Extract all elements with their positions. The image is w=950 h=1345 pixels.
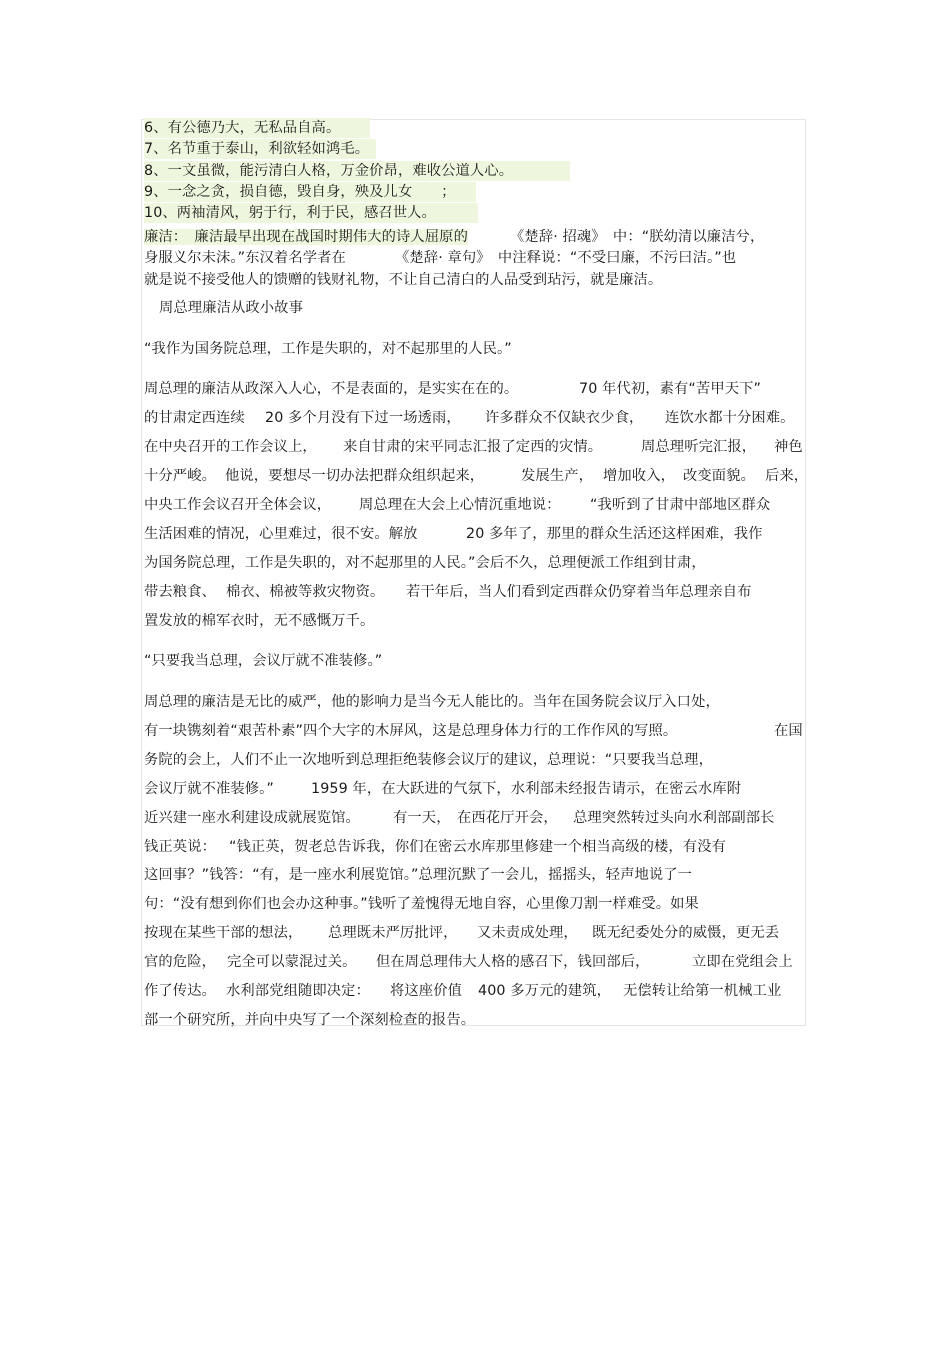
para2-line	[144, 923, 780, 943]
lianjie-line-2	[144, 248, 737, 268]
text-segment: 但在周总理伟大人格的感召下，钱回部后，	[376, 954, 650, 970]
para2-line	[144, 808, 775, 828]
para2-line	[144, 837, 726, 857]
text-segment: 周总理的廉洁从政深入人心，不是表面的，是实实在在的。	[144, 381, 519, 397]
text-segment: 《楚辞· 章句》 中注释说：“不受曰廉，不污曰洁。”也	[395, 250, 737, 266]
text-segment: 20 多年了，那里的群众生活还这样困难，我作	[466, 526, 763, 542]
text-segment: 作了传达。	[144, 983, 216, 999]
text-segment: 无偿转让给第一机械工业	[623, 983, 782, 999]
para1-line	[144, 437, 803, 457]
text-segment: 近兴建一座水利建设成就展览馆。	[144, 810, 360, 826]
text-segment: 连饮水都十分困难。	[665, 410, 795, 426]
text-segment: 周总理听完汇报，	[641, 439, 757, 455]
saying-8: 8、一文虽微，能污清白人格，万金价昂，难收公道人心。	[144, 161, 570, 181]
text-segment: 总理既未严厉批评，	[328, 925, 458, 941]
para2-line	[144, 952, 793, 972]
text-segment: 若干年后，当人们看到定西群众仍穿着当年总理亲自布	[406, 584, 752, 600]
quote-2: “只要我当总理，会议厅就不准装修。”	[144, 653, 383, 669]
para1-line	[144, 524, 763, 544]
text-segment: 钱正英说：	[144, 839, 216, 855]
text-segment: 中央工作会议召开全体会议，	[144, 497, 332, 513]
text-segment: 会议厅就不准装修。”	[144, 781, 274, 797]
para2-line: 部一个研究所，并向中央写了一个深刻检查的报告。	[144, 1012, 476, 1028]
text-segment: 既无纪委处分的威慑，更无丢	[592, 925, 780, 941]
para1-line	[144, 495, 771, 515]
text-segment: 400 多万元的建筑，	[478, 983, 612, 999]
quote-1: “我作为国务院总理，工作是失职的，对不起那里的人民。”	[144, 341, 512, 357]
saying-7: 7、名节重于泰山，利欲轻如鸿毛。	[144, 139, 376, 159]
text-segment: 总理突然转过头向水利部副部长	[573, 810, 775, 826]
para2-line	[144, 721, 803, 741]
para2-line: 句：“没有想到你们也会办这种事。”钱听了羞愧得无地自容，心里像刀割一样难受。如果	[144, 896, 699, 912]
text-segment: 后来，	[765, 468, 809, 484]
text-segment: 有一块镌刻着“艰苦朴素”四个大字的木屏风，这是总理身体力行的工作作风的写照。	[144, 723, 678, 739]
lianjie-line-3: 就是说不接受他人的馈赠的钱财礼物，不让自己清白的人品受到玷污，就是廉洁。	[144, 272, 663, 288]
saying-10: 10、两袖清风，躬于行，利于民，感召世人。	[144, 203, 478, 223]
para1-line	[144, 466, 809, 486]
para1-line	[144, 379, 762, 399]
para1-line	[144, 408, 795, 428]
lianjie-line-1	[144, 227, 765, 247]
text-segment: 又未责成处理，	[477, 925, 578, 941]
text-segment: 有一天，	[393, 810, 451, 826]
text-segment: 在西花厅开会，	[457, 810, 558, 826]
text-segment: 20 多个月没有下过一场透雨，	[265, 410, 461, 426]
text-segment: 的甘肃定西连续	[144, 410, 245, 426]
text-segment: 1959 年，在大跃进的气氛下，水利部未经报告请示，在密云水库附	[311, 781, 742, 797]
para1-line	[144, 582, 752, 602]
text-segment: 按现在某些干部的想法，	[144, 925, 303, 941]
text-segment: 在中央召开的工作会议上，	[144, 439, 317, 455]
saying-9: 9、一念之贪，损自德，毁自身，殃及儿女 ；	[144, 182, 476, 202]
text-segment: 《楚辞· 招魂》 中：“朕幼清以廉洁兮，	[510, 229, 765, 245]
text-segment: 完全可以蒙混过关。	[227, 954, 357, 970]
text-segment: 带去粮食、	[144, 584, 216, 600]
story-title: 周总理廉洁从政小故事	[159, 300, 303, 316]
text-segment: 增加收入，	[603, 468, 675, 484]
text-segment: 发展生产，	[521, 468, 593, 484]
text-segment: 官的危险，	[144, 954, 216, 970]
para2-line: 周总理的廉洁是无比的威严，他的影响力是当今无人能比的。当年在国务院会议厅入口处，	[144, 694, 720, 710]
para1-line: 为国务院总理，工作是失职的，对不起那里的人民。”会后不久，总理便派工作组到甘肃，	[144, 555, 706, 571]
text-segment: 改变面貌。	[683, 468, 755, 484]
text-segment: 70 年代初，素有“苦甲天下”	[579, 381, 762, 397]
text-segment: 将这座价值	[390, 983, 462, 999]
text-segment: 棉衣、棉被等救灾物资。	[226, 584, 385, 600]
text-segment: “钱正英，贺老总告诉我，你们在密云水库那里修建一个相当高级的楼，有没有	[229, 839, 726, 855]
text-segment: 他说，要想尽一切办法把群众组织起来，	[225, 468, 485, 484]
text-segment: 水利部党组随即决定：	[226, 983, 370, 999]
lianjie-label-segment: 廉洁： 廉洁最早出现在战国时期伟大的诗人屈原的	[144, 229, 468, 245]
text-segment: 许多群众不仅缺衣少食，	[485, 410, 644, 426]
para2-line: 这回事？”钱答：“有，是一座水利展览馆。”总理沉默了一会儿，摇摇头，轻声地说了一	[144, 867, 693, 883]
text-segment: 十分严峻。	[144, 468, 216, 484]
text-segment: “我听到了甘肃中部地区群众	[590, 497, 771, 513]
text-segment: 立即在党组会上	[692, 954, 793, 970]
text-segment: 生活困难的情况，心里难过，很不安。解放	[144, 526, 418, 542]
text-segment: 身服义尔未沫。”东汉着名学者在	[144, 250, 346, 266]
saying-6: 6、有公德乃大，无私品自高。	[144, 118, 370, 138]
para2-line	[144, 779, 742, 799]
text-segment: 神色	[774, 439, 803, 455]
text-segment: 在国	[774, 723, 803, 739]
text-segment: 周总理在大会上心情沉重地说：	[359, 497, 561, 513]
text-segment: 来自甘肃的宋平同志汇报了定西的灾情。	[343, 439, 603, 455]
para1-line: 置发放的棉军衣时，无不感慨万千。	[144, 613, 375, 629]
para2-line	[144, 981, 782, 1001]
para2-line: 务院的会上，人们不止一次地听到总理拒绝装修会议厅的建议，总理说：“只要我当总理，	[144, 752, 713, 768]
